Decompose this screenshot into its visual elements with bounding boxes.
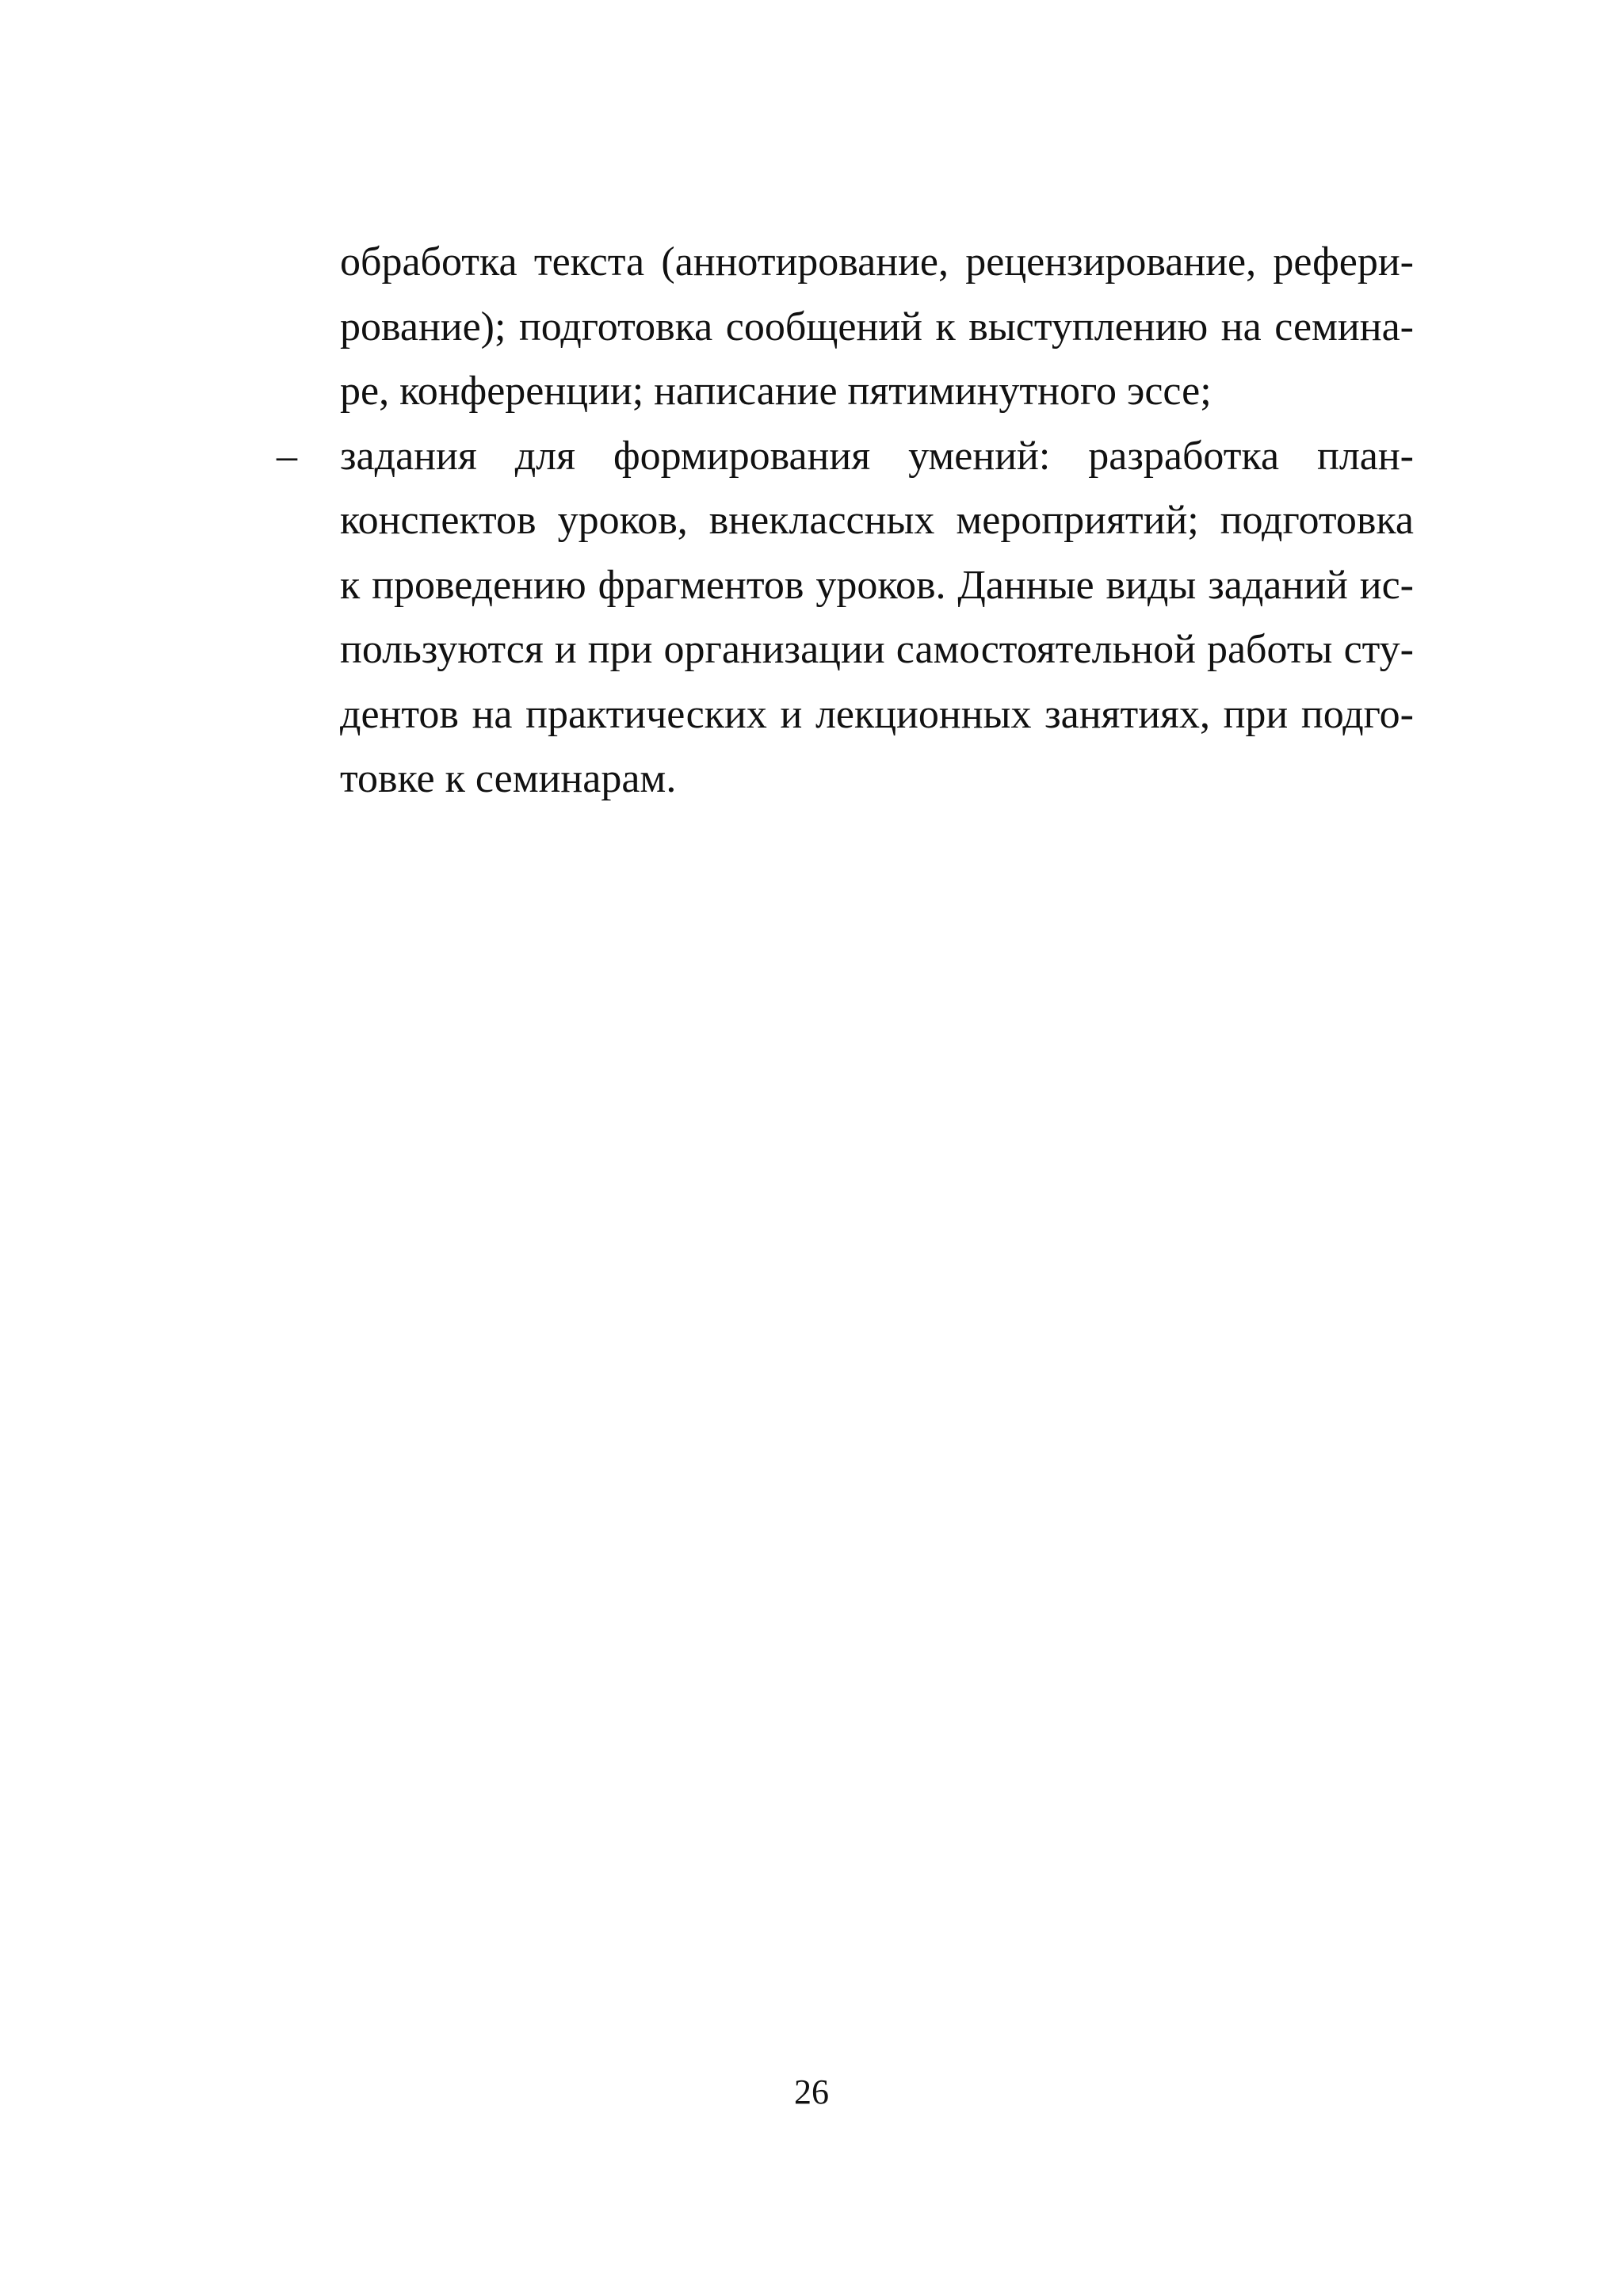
text-line: обработка текста (аннотирование, рецензирование, рефери- — [340, 239, 1414, 285]
body-text — [277, 230, 1414, 812]
paragraph-continuation — [340, 230, 1414, 424]
text-line: к проведению фрагментов уроков. Данные виды заданий ис- — [340, 562, 1414, 608]
page-number: 26 — [794, 2073, 829, 2111]
text-line: ре, конференции; написание пятиминутного эссе; — [340, 369, 1212, 414]
list-marker: – — [277, 433, 297, 479]
text-line: товке к семинарам. — [340, 756, 677, 801]
text-line: конспектов уроков, внеклассных мероприятий; подготовка — [340, 498, 1414, 543]
text-line: дентов на практических и лекционных занятиях, при подго- — [340, 691, 1414, 737]
text-line: задания для формирования умений: разработка план- — [340, 433, 1414, 479]
text-line: рование); подготовка сообщений к выступлению на семина- — [340, 304, 1414, 350]
list-item — [277, 424, 1414, 812]
text-line: пользуются и при организации самостоятельной работы сту- — [340, 627, 1414, 672]
